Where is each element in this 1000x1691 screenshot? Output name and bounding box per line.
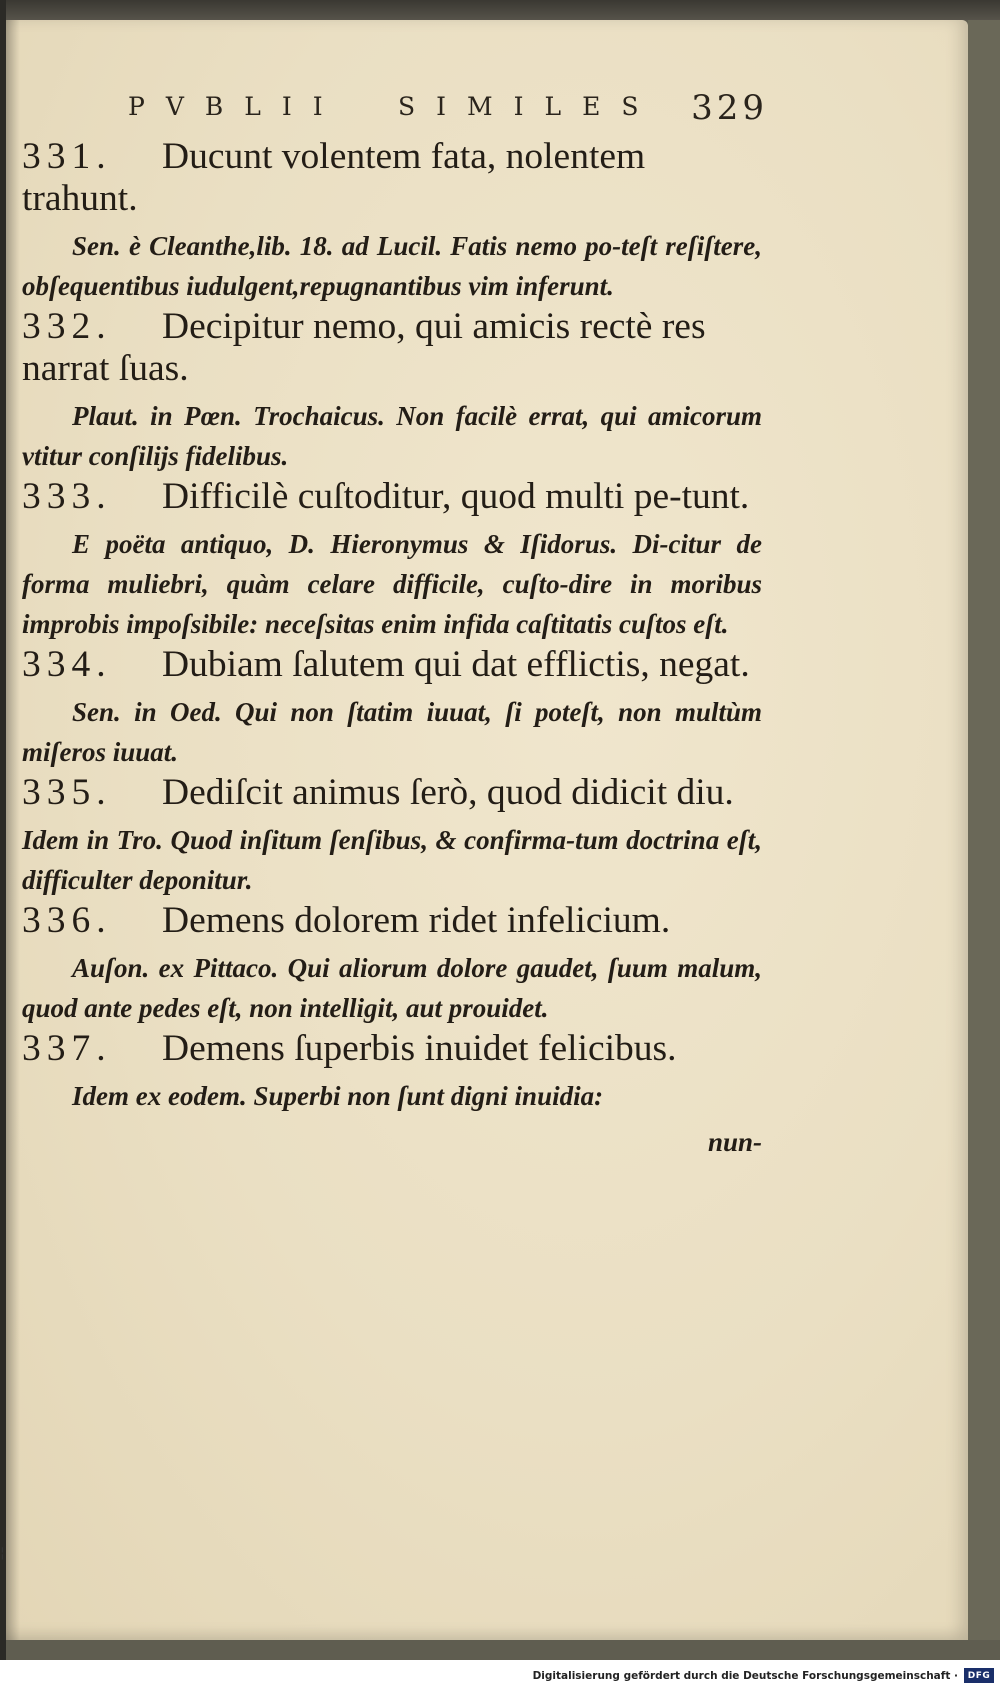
page-number: 329	[691, 88, 768, 128]
maxim-text: Difficilè cuſtoditur, quod multi pe-tunt.	[162, 476, 750, 517]
maxim-entry	[22, 1028, 762, 1116]
maxim-line	[22, 1028, 762, 1070]
maxim-line	[22, 644, 762, 686]
running-head	[128, 88, 768, 128]
maxim-entry	[22, 306, 762, 476]
commentary: Idem ex eodem. Superbi non ſunt digni inuidia:	[72, 1081, 604, 1111]
page-gutter-shadow	[6, 20, 20, 1640]
maxim-line	[22, 900, 762, 942]
dfg-logo-icon: DFG	[964, 1668, 994, 1683]
maxim-number: 336.	[22, 900, 112, 941]
digitization-credit: Digitalisierung gefördert durch die Deutsche Forschungsgemeinschaft ·	[532, 1670, 958, 1682]
commentary: Auſon. ex Pittaco. Qui aliorum dolore gaudet, ſuum malum, quod ante pedes eſt, non intelligit, aut prouidet.	[22, 953, 762, 1023]
scan-right-edge	[968, 20, 1000, 1640]
scan-top-edge	[0, 0, 1000, 20]
maxim-text: Demens dolorem ridet infelicium.	[162, 900, 671, 941]
commentary: E poëta antiquo, D. Hieronymus & Iſidorus. Di-citur de forma muliebri, quàm celare difficile, cuſto-dire in moribus improbis impoſsibile: neceſsitas enim infida caſtitatis cuſtos eſt.	[22, 529, 762, 639]
commentary: Idem in Tro. Quod inſitum ſenſibus, & confirma-tum doctrina eſt, difficulter deponitur.	[22, 825, 762, 895]
maxim-entry	[22, 900, 762, 1028]
maxim-line	[22, 136, 762, 220]
maxim-text: Demens ſuperbis inuidet felicibus.	[162, 1028, 677, 1069]
maxim-text: Ducunt volentem fata, nolentem trahunt.	[22, 136, 646, 219]
maxim-number: 335.	[22, 772, 112, 813]
catchword: nun-	[707, 1127, 762, 1157]
maxim-text: Dubiam ſalutem qui dat efflictis, negat.	[162, 644, 750, 685]
main-text	[22, 136, 762, 1162]
maxim-text: Decipitur nemo, qui amicis rectè res narrat ſuas.	[22, 306, 706, 389]
running-head-left: PVBLII	[128, 92, 344, 121]
maxim-number: 337.	[22, 1028, 112, 1069]
maxim-line	[22, 306, 762, 390]
maxim-number: 331.	[22, 136, 112, 177]
maxim-number: 332.	[22, 306, 112, 347]
maxim-entry	[22, 136, 762, 306]
page-edge-mark: ¦	[0, 1545, 5, 1561]
maxim-entry	[22, 772, 762, 900]
maxim-line	[22, 772, 762, 814]
commentary: Sen. è Cleanthe,lib. 18. ad Lucil. Fatis nemo po-teſt reſiſtere, obſequentibus iudulgent,repugnantibus vim inferunt.	[22, 231, 762, 301]
maxim-entry	[22, 476, 762, 644]
maxim-entry	[22, 644, 762, 772]
maxim-line	[22, 476, 762, 518]
maxim-text: Dediſcit animus ſerò, quod didicit diu.	[162, 772, 734, 813]
commentary: Plaut. in Pœn. Trochaicus. Non facilè errat, qui amicorum vtitur conſilijs fidelibus.	[22, 401, 762, 471]
maxim-number: 333.	[22, 476, 112, 517]
running-head-right: SIMILES	[398, 92, 660, 121]
commentary: Sen. in Oed. Qui non ſtatim iuuat, ſi poteſt, non multùm miſeros iuuat.	[22, 697, 762, 767]
maxim-number: 334.	[22, 644, 112, 685]
